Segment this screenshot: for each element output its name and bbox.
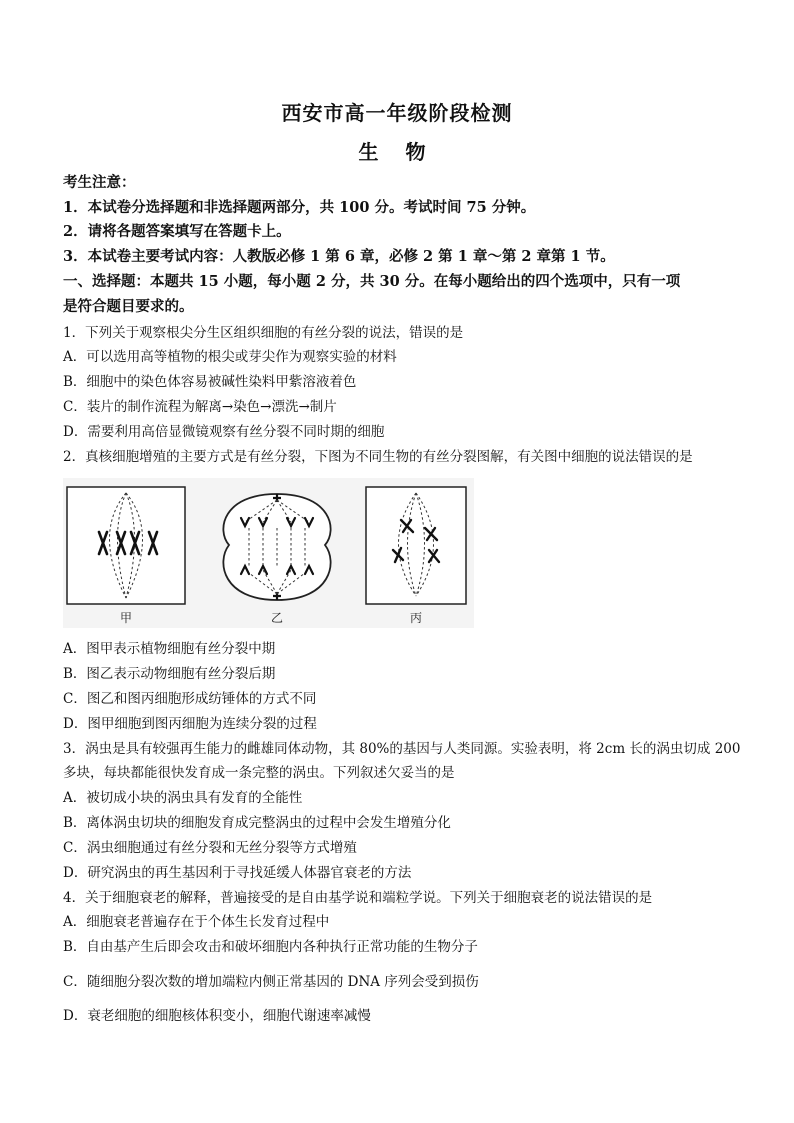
question-stem-cont: 多块，每块都能很快发育成一条完整的涡虫。下列叙述欠妥当的是 <box>63 765 455 781</box>
option: D．衰老细胞的细胞核体积变小，细胞代谢速率减慢 <box>63 1008 371 1024</box>
option: A．图甲表示植物细胞有丝分裂中期 <box>63 641 276 657</box>
notice-item: 3．本试卷主要考试内容：人教版必修 1 第 6 章，必修 2 第 1 章～第 2 章第 1 节。 <box>63 248 615 265</box>
figure-label-jia: 甲 <box>119 611 133 625</box>
notice-item: 1．本试卷分选择题和非选择题两部分，共 100 分。考试时间 75 分钟。 <box>63 199 536 216</box>
option: A．被切成小块的涡虫具有发育的全能性 <box>63 790 303 806</box>
option: C．涡虫细胞通过有丝分裂和无丝分裂等方式增殖 <box>63 840 357 856</box>
option: D．需要利用高倍显微镜观察有丝分裂不同时期的细胞 <box>63 424 385 440</box>
option: B．图乙表示动物细胞有丝分裂后期 <box>63 666 276 682</box>
option: C．装片的制作流程为解离→染色→漂洗→制片 <box>63 399 337 415</box>
question-stem: 3．涡虫是具有较强再生能力的雌雄同体动物，其 80%的基因与人类同源。实验表明，将 2cm 长的涡虫切成 200 <box>63 741 741 757</box>
option: D．研究涡虫的再生基因利于寻找延缓人体器官衰老的方法 <box>63 865 412 881</box>
option: B．离体涡虫切块的细胞发育成完整涡虫的过程中会发生增殖分化 <box>63 815 451 831</box>
question-stem: 1．下列关于观察根尖分生区组织细胞的有丝分裂的说法，错误的是 <box>63 325 464 341</box>
mitosis-diagram-svg <box>63 478 474 628</box>
notice-heading: 考生注意： <box>63 174 136 191</box>
question-stem: 4．关于细胞衰老的解释，普遍接受的是自由基学说和端粒学说。下列关于细胞衰老的说法错误的是 <box>63 890 653 906</box>
cell-bing <box>366 487 466 604</box>
figure-label-yi: 乙 <box>270 611 284 625</box>
option: C．随细胞分裂次数的增加端粒内侧正常基因的 DNA 序列会受到损伤 <box>63 974 479 990</box>
exam-title: 西安市高一年级阶段检测 <box>281 101 513 125</box>
option: D．图甲细胞到图丙细胞为连续分裂的过程 <box>63 716 317 732</box>
question-stem: 2．真核细胞增殖的主要方式是有丝分裂，下图为不同生物的有丝分裂图解，有关图中细胞的说法错误的是 <box>63 449 693 465</box>
section-heading: 一、选择题：本题共 15 小题，每小题 2 分，共 30 分。在每小题给出的四个选项中，只有一项 <box>63 273 681 290</box>
cell-yi <box>223 494 330 600</box>
mitosis-figure <box>63 478 474 628</box>
option: B．自由基产生后即会攻击和破坏细胞内各种执行正常功能的生物分子 <box>63 939 478 955</box>
notice-item: 2．请将各题答案填写在答题卡上。 <box>63 223 291 240</box>
option: B．细胞中的染色体容易被碱性染料甲紫溶液着色 <box>63 374 357 390</box>
subject-title: 生 物 <box>358 140 436 164</box>
cell-jia <box>67 487 185 604</box>
option: C．图乙和图丙细胞形成纺锤体的方式不同 <box>63 691 317 707</box>
section-heading-cont: 是符合题目要求的。 <box>63 298 194 315</box>
figure-label-bing: 丙 <box>409 611 423 625</box>
option: A．可以选用高等植物的根尖或芽尖作为观察实验的材料 <box>63 349 397 365</box>
option: A．细胞衰老普遍存在于个体生长发育过程中 <box>63 914 330 930</box>
